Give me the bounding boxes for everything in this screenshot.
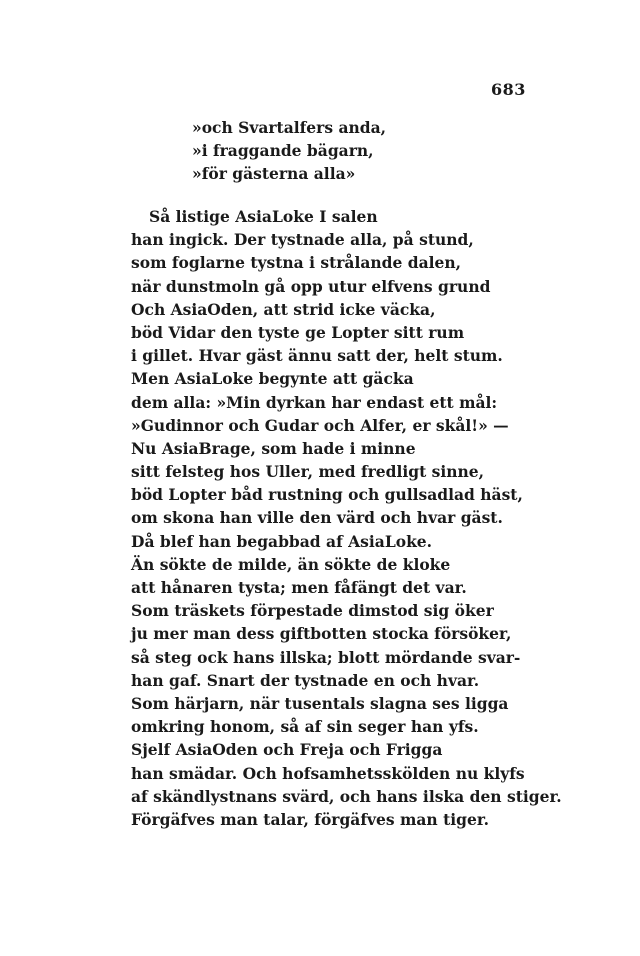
verse-line: Som härjarn, när tusentals slagna ses ligga [131,693,509,713]
verse-line: böd Lopter båd rustning och gullsadlad häst, [131,485,523,505]
verse-line: han smädar. Och hofsamhetsskölden nu klyfs [131,763,525,783]
verse-line: omkring honom, så af sin seger han yfs. [131,717,479,737]
intro-verse [192,116,386,186]
verse-line: Förgäfves man talar, förgäfves man tiger. [131,809,489,829]
verse-line: »för gästerna alla» [192,164,356,184]
verse-line: »i fraggande bägarn, [192,141,374,161]
verse-line: så steg ock hans illska; blott mördande svar- [131,647,521,667]
verse-line: Då blef han begabbad af AsiaLoke. [131,531,433,551]
verse-line: Som träskets förpestade dimstod sig öker [131,601,494,621]
verse-line: att hånaren tysta; men fåfängt det var. [131,578,467,597]
verse-line: Nu AsiaBrage, som hade i minne [131,438,416,458]
verse-line: dem alla: »Min dyrkan har endast ett mål: [131,392,498,412]
verse-line: Sjelf AsiaOden och Freja och Frigga [131,740,443,760]
verse-line: Så listige AsiaLoke I salen [149,207,378,226]
verse-line: han ingick. Der tystnade alla, på stund, [131,230,474,250]
verse-line: »Gudinnor och Gudar och Alfer, er skål!» — [131,415,509,435]
verse-line: när dunstmoln gå opp utur elfvens grund [131,276,491,296]
verse-line: sitt felsteg hos Uller, med fredligt sinne, [131,462,485,482]
page-number: 683 [491,80,526,99]
verse-line: som foglarne tystna i strålande dalen, [131,253,462,273]
verse-line: om skona han ville den värd och hvar gäst. [131,508,503,528]
verse-line: han gaf. Snart der tystnade en och hvar. [131,670,480,690]
verse-line: böd Vidar den tyste ge Lopter sitt rum [131,322,465,342]
verse-line: ju mer man dess giftbotten stocka försöker, [131,624,512,644]
verse-line: Än sökte de milde, än sökte de kloke [131,554,451,574]
verse-line: Och AsiaOden, att strid icke väcka, [131,299,436,319]
verse-line: i gillet. Hvar gäst ännu satt der, helt stum. [131,346,503,366]
main-verse [131,205,562,831]
verse-line: af skändlystnans svärd, och hans ilska den stiger. [131,786,562,806]
verse-line: Men AsiaLoke begynte att gäcka [131,369,414,389]
verse-line: »och Svartalfers anda, [192,118,387,137]
